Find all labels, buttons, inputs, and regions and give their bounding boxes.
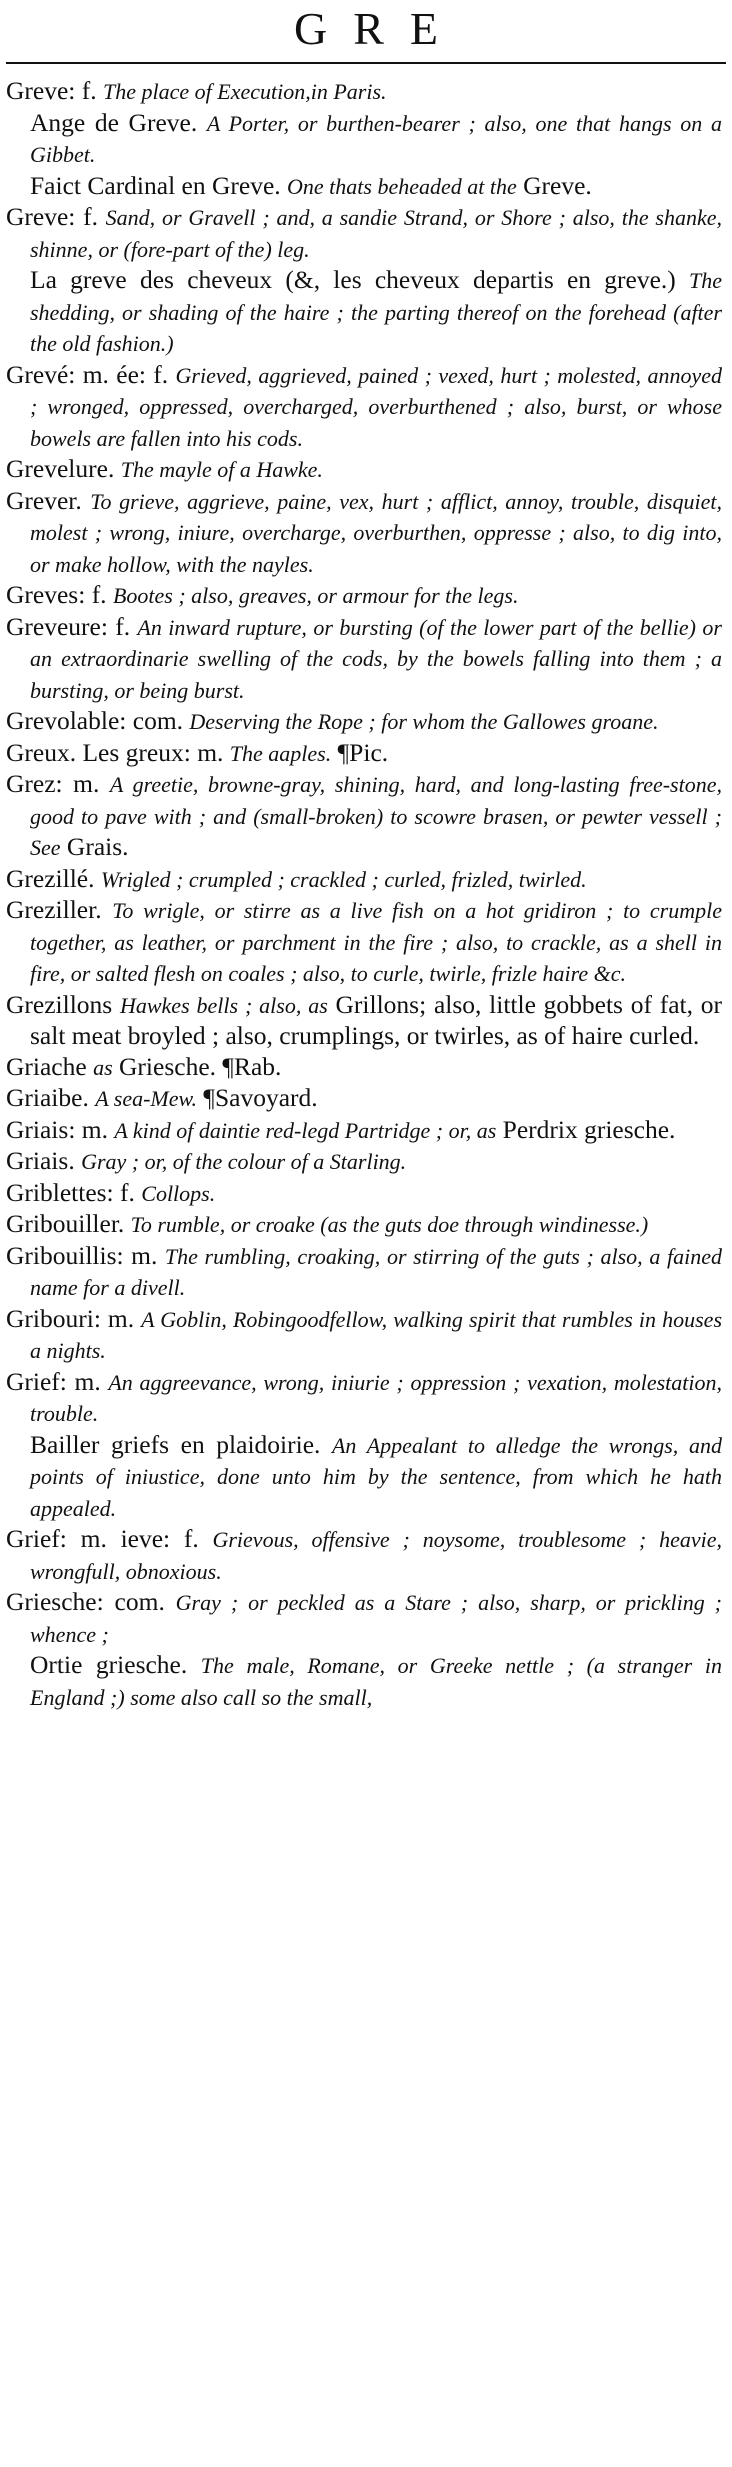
sub-entry	[6, 265, 722, 360]
definition: One thats beheaded at the	[287, 173, 517, 199]
definition: The male, Romane, or Greeke nettle ; (a stranger in England ;) some also call so the small,	[30, 1653, 722, 1710]
dictionary-entry	[6, 76, 722, 108]
dictionary-entry	[6, 1304, 722, 1367]
definition: A Porter, or burthen-bearer ; also, one that hangs on a Gibbet.	[30, 110, 722, 167]
definition: The rumbling, croaking, or stirring of the guts ; also, a fained name for a divell.	[30, 1243, 722, 1300]
definition: Grieved, aggrieved, pained ; vexed, hurt ; molested, annoyed ; wronged, oppressed, overcharged, overburthened ; also, burst, or whose bowels are fallen into his cods.	[30, 362, 722, 451]
grammar-label: m.	[107, 1303, 142, 1333]
dictionary-entry	[6, 1115, 722, 1147]
definition: Wrigled ; crumpled ; crackled ; curled, frizled, twirled.	[100, 866, 587, 892]
cross-reference: ¶Savoyard.	[197, 1083, 318, 1112]
definition: Gray ; or peckled as a Stare ; also, sharp, or prickling ; whence ;	[30, 1590, 722, 1647]
headword: Ortie griesche.	[30, 1650, 201, 1679]
headword: Gribouri:	[6, 1303, 108, 1333]
grammar-label: f.	[120, 1177, 142, 1207]
definition: An inward rupture, or bursting (of the lower part of the bellie) or an extraordinarie swelling of the cods, by the bowels falling into them ; a bursting, or being burst.	[30, 614, 722, 703]
dictionary-entry	[6, 1587, 722, 1650]
definition: A greetie, browne-gray, shining, hard, and long-lasting free-stone, good to pave with ; and (small-broken) to scowre brasen, or pewter vessell ; See	[30, 772, 722, 860]
dictionary-entry	[6, 1241, 722, 1304]
dictionary-entry	[6, 990, 722, 1052]
definition: The shedding, or shading of the haire ; the parting thereof on the forehead (after the old fashion.)	[30, 268, 722, 356]
headword: Grief:	[6, 1524, 81, 1553]
headword: Greves:	[6, 580, 92, 609]
cross-reference: Grais.	[60, 832, 129, 861]
dictionary-entry	[6, 580, 722, 612]
cross-reference: Greve.	[516, 170, 592, 200]
grammar-label: f.	[115, 611, 138, 641]
grammar-label: m. ieve: f.	[80, 1524, 213, 1553]
headword: Greziller.	[6, 895, 113, 924]
dictionary-entry	[6, 1052, 722, 1084]
dictionary-entry	[6, 454, 722, 486]
grammar-label: com.	[114, 1587, 176, 1616]
dictionary-entry	[6, 1178, 722, 1210]
definition: Bootes ; also, greaves, or armour for the legs.	[112, 583, 519, 608]
sub-entry	[6, 1650, 722, 1713]
headword: La greve des cheveux (&, les cheveux departis en greve.)	[30, 265, 689, 294]
headword: Griblettes:	[6, 1177, 121, 1207]
sub-entry	[6, 108, 722, 171]
grammar-label: m.	[81, 1114, 115, 1144]
headword: Grezillé.	[6, 863, 101, 893]
grammar-label: f.	[81, 76, 104, 105]
dictionary-entry	[6, 1083, 722, 1115]
grammar-label: m.	[74, 1366, 109, 1396]
definition: Deserving the Rope ; for whom the Gallowes groane.	[189, 709, 659, 734]
headword: Grever.	[6, 485, 91, 515]
headword: Greve:	[6, 202, 84, 231]
headword: Grevolable:	[6, 706, 133, 735]
page-header	[0, 0, 732, 70]
definition: A kind of daintie red-legd Partridge ; or, as	[114, 1117, 497, 1143]
sub-entry	[6, 171, 722, 203]
dictionary-entry	[6, 202, 722, 265]
grammar-label: m. ée: f.	[82, 359, 176, 389]
cross-reference: ¶Pic.	[331, 737, 389, 767]
definition: The aaples.	[229, 740, 332, 766]
headword: Griache	[6, 1051, 94, 1081]
header-rule	[6, 62, 726, 64]
definition: Gray ; or, of the colour of a Starling.	[81, 1149, 407, 1174]
headword: Greux. Les greux:	[6, 737, 198, 767]
dictionary-entry	[6, 612, 722, 707]
definition: The place of Execution,in Paris.	[103, 79, 387, 104]
grammar-label: m.	[73, 769, 110, 798]
headword: Bailler griefs en plaidoirie.	[30, 1429, 332, 1459]
sub-entry	[6, 1430, 722, 1525]
cross-reference: Griesche. ¶Rab.	[112, 1051, 282, 1081]
definition: Sand, or Gravell ; and, a sandie Strand, or Shore ; also, the shanke, shinne, or (fore-part of the) leg.	[30, 205, 722, 262]
definition: A sea-Mew.	[95, 1086, 198, 1111]
headword: Gribouillis:	[6, 1240, 132, 1270]
definition: An aggreevance, wrong, iniurie ; oppression ; vexation, molestation, trouble.	[30, 1369, 723, 1426]
headword: Griesche:	[6, 1587, 115, 1616]
cross-reference: Perdrix griesche.	[496, 1114, 676, 1144]
definition: Grievous, offensive ; noysome, troublesome ; heavie, wrongfull, obnoxious.	[30, 1527, 722, 1584]
grammar-label: m.	[131, 1240, 165, 1270]
headword: Faict Cardinal en Greve.	[30, 170, 288, 200]
grammar-label: m.	[197, 737, 230, 767]
definition: To grieve, aggrieve, paine, vex, hurt ; afflict, annoy, trouble, disquiet, molest ; wrong, iniure, overcharge, overburthen, oppresse ; also, to dig into, or make hollow, with the nayles.	[30, 488, 722, 577]
headword: Griais.	[6, 1146, 82, 1175]
dictionary-entry	[6, 360, 722, 455]
dictionary-entry	[6, 738, 722, 770]
definition: To wrigle, or stirre as a live fish on a hot gridiron ; to crumple together, as leather, or parchment in the fire ; also, to crackle, as a shell in fire, or salted flesh on coales ; also, to curle, twirle, frizle haire &c.	[30, 898, 723, 986]
definition: An Appealant to alledge the wrongs, and points of iniustice, done unto him by the sentence, from which he hath appealed.	[30, 1432, 722, 1521]
cross-reference: Grillons; also, little gobbets of fat, or salt meat broyled ; also, crumplings, or twirles, as of haire curled.	[30, 989, 722, 1050]
definition: The mayle of a Hawke.	[120, 457, 323, 482]
headword: Grevé:	[6, 359, 83, 389]
running-head: GRE	[294, 3, 464, 54]
headword: Griais:	[6, 1114, 82, 1144]
headword: Greve:	[6, 76, 82, 105]
headword: Ange de Greve.	[30, 107, 207, 137]
definition: Hawkes bells ; also, as	[119, 992, 328, 1018]
dictionary-entry	[6, 486, 722, 581]
definition: To rumble, or croake (as the guts doe through windinesse.)	[130, 1212, 649, 1237]
definition: A Goblin, Robingoodfellow, walking spirit that rumbles in houses a nights.	[30, 1306, 723, 1363]
dictionary-entry	[6, 864, 722, 896]
dictionary-entry	[6, 1367, 722, 1430]
dictionary-entry	[6, 1524, 722, 1587]
definition: as	[93, 1054, 113, 1080]
dictionary-entry	[6, 1209, 722, 1241]
dictionary-entry	[6, 1146, 722, 1178]
grammar-label: f.	[91, 580, 113, 609]
dictionary-entry	[6, 706, 722, 738]
headword: Grief:	[6, 1366, 75, 1396]
entry-list	[6, 76, 722, 1713]
dictionary-entry	[6, 895, 722, 990]
grammar-label: f.	[83, 202, 106, 231]
headword: Grevelure.	[6, 454, 121, 483]
definition: Collops.	[141, 1180, 216, 1206]
dictionary-entry	[6, 769, 722, 864]
headword: Greveure:	[6, 611, 116, 641]
headword: Grez:	[6, 769, 74, 798]
headword: Griaibe.	[6, 1083, 96, 1112]
grammar-label: com.	[132, 706, 190, 735]
headword: Grezillons	[6, 989, 120, 1019]
headword: Gribouiller.	[6, 1209, 131, 1238]
